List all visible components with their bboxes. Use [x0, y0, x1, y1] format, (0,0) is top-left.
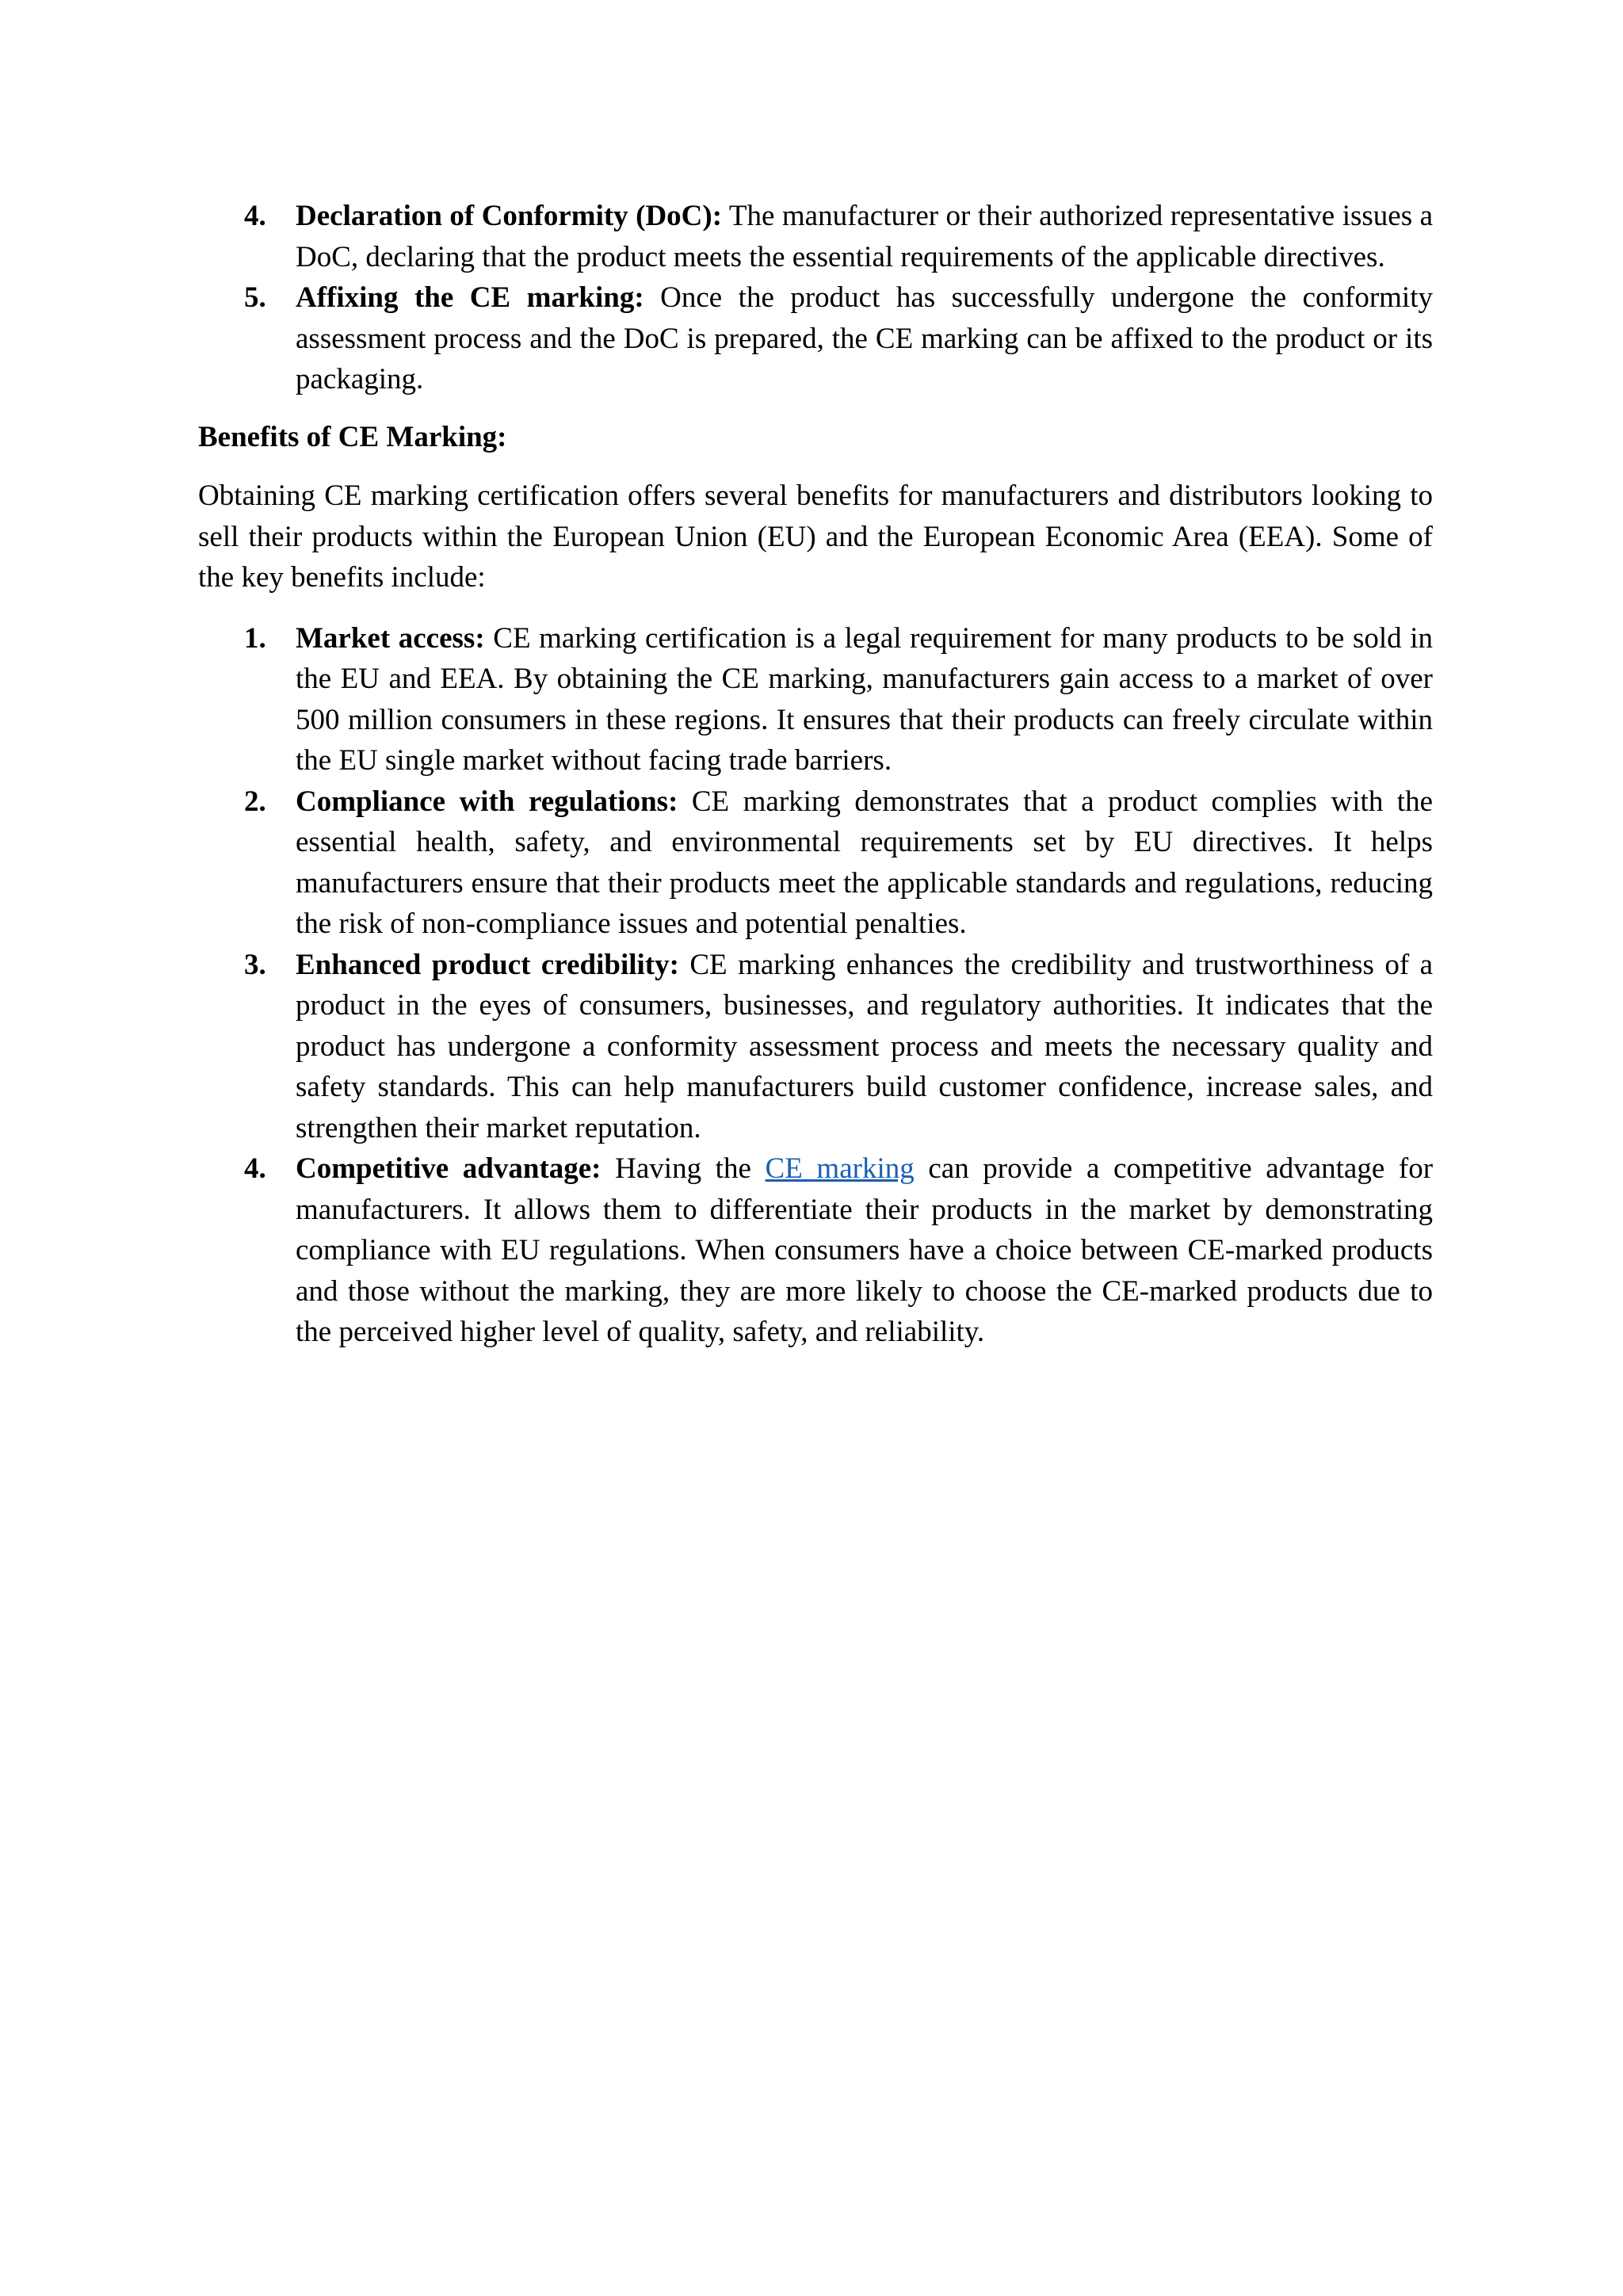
list-item [198, 618, 1433, 781]
list-text: Once the product has successfully undergone the conformity assessment process and the DoC is prepared, the CE marking can be affixed to the product or its packaging. [296, 281, 1433, 395]
list-text: CE marking demonstrates that a product complies with the essential health, safety, and environmental requirements set by EU directives. It helps manufacturers ensure that their products meet the applicable standards and regulations, reducing the risk of non-compliance issues and potential penalties. [296, 785, 1433, 940]
list-number: 2. [244, 785, 266, 818]
list-term: Compliance with regulations: [296, 785, 678, 818]
list-number: 4. [244, 200, 266, 232]
list-term: Declaration of Conformity (DoC): [296, 200, 723, 232]
list-text: The manufacturer or their authorized representative issues a DoC, declaring that the product meets the essential requirements of the applicable directives. [296, 200, 1433, 273]
list-item [198, 277, 1433, 400]
list-number: 4. [244, 1152, 266, 1185]
conformity-steps-list [198, 196, 1433, 400]
section-heading: Benefits of CE Marking: [198, 420, 507, 453]
list-number: 5. [244, 281, 266, 314]
list-text-before-link: Having the [615, 1152, 751, 1185]
document-page [198, 0, 1433, 1353]
list-text: CE marking certification is a legal requirement for many products to be sold in the EU and EEA. By obtaining the CE marking, manufacturers gain access to a market of over 500 million consumers in these regions. It ensures that their products can freely circulate within the EU single market without facing trade barriers. [296, 621, 1434, 777]
list-item [198, 781, 1433, 945]
list-item [198, 196, 1433, 277]
ce-marking-link[interactable]: CE marking [765, 1152, 915, 1185]
list-term: Affixing the CE marking: [296, 281, 644, 314]
list-number: 1. [244, 621, 266, 655]
list-text: CE marking enhances the credibility and trustworthiness of a product in the eyes of consumers, businesses, and regulatory authorities. It indicates that the product has undergone a conformity assessment process and meets the necessary quality and safety standards. This can help manufacturers build customer confidence, increase sales, and strengthen their market reputation. [296, 948, 1433, 1144]
benefits-list [198, 618, 1433, 1353]
list-item [198, 945, 1433, 1149]
list-term: Market access: [296, 621, 485, 655]
intro-paragraph: Obtaining CE marking certification offers several benefits for manufacturers and distributors looking to sell their products within the European Union (EU) and the European Economic Area (EEA). Some of the key benefits include: [198, 479, 1433, 594]
list-item [198, 1148, 1433, 1353]
list-term: Enhanced product credibility: [296, 948, 679, 981]
list-text-after-link: can provide a competitive advantage for manufacturers. It allows them to differentiate their products in the market by demonstrating compliance with EU regulations. When consumers have a choice between CE-marked products and those without the marking, they are more likely to choose the CE-marked products due to the perceived higher level of quality, safety, and reliability. [296, 1152, 1434, 1348]
list-number: 3. [244, 948, 266, 981]
list-term: Competitive advantage: [296, 1152, 601, 1185]
